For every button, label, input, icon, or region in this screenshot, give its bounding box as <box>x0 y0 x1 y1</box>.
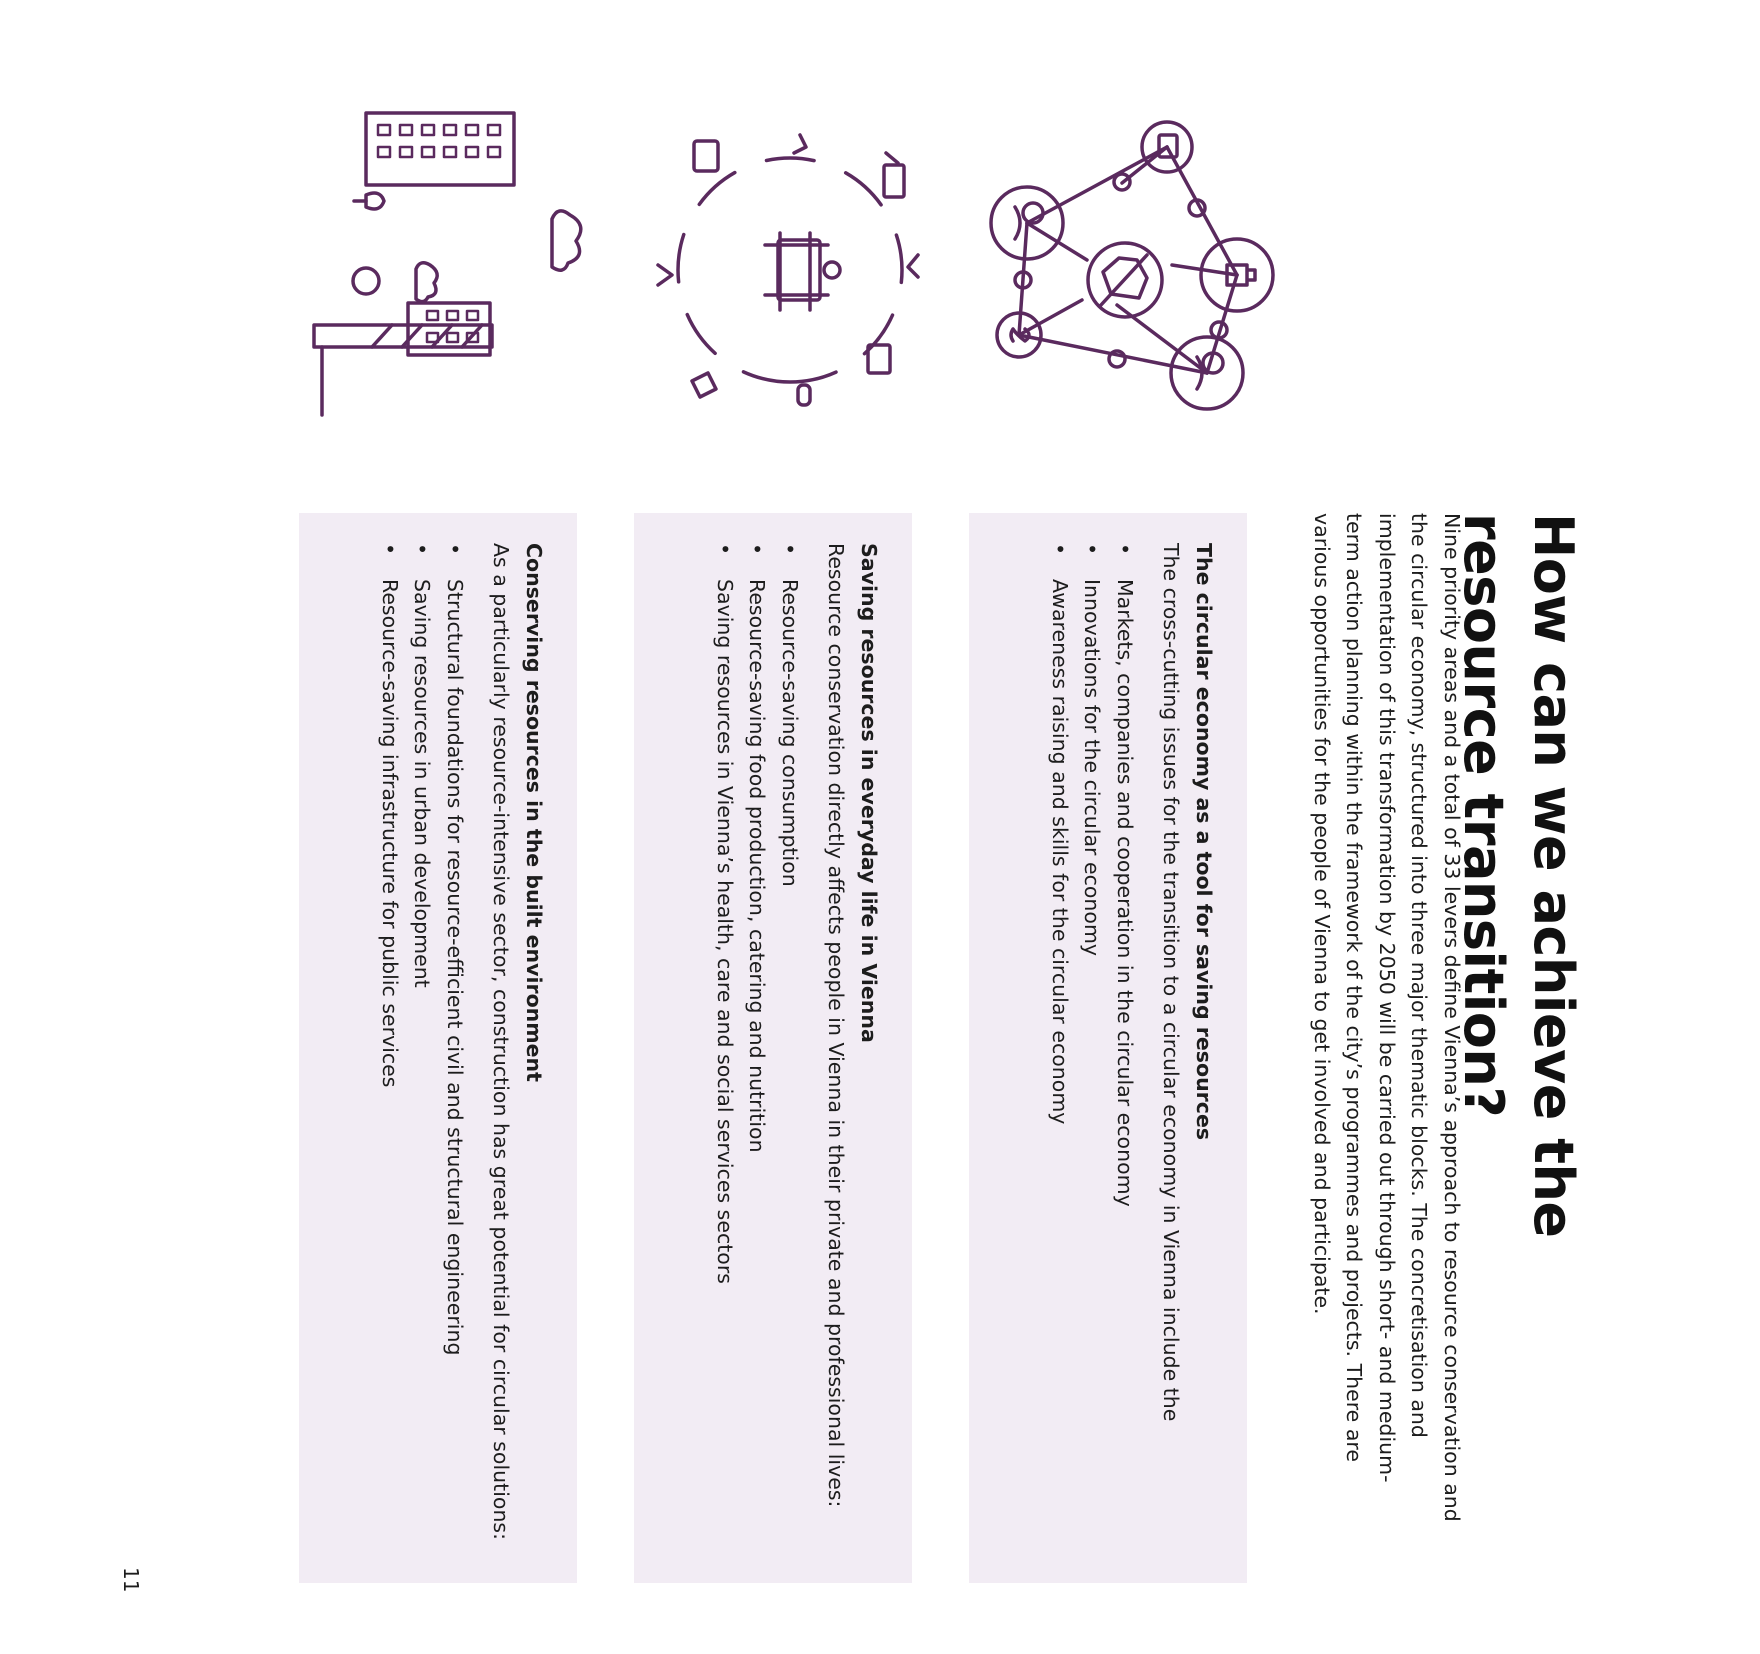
block-list <box>1044 543 1142 1553</box>
circular-cycle-icon <box>640 95 940 435</box>
block-circular-economy <box>969 513 1247 1583</box>
block-heading: Conserving resources in the built environment <box>522 543 546 1082</box>
block-heading: The circular economy as a tool for saving resources <box>1192 543 1216 1141</box>
block-heading: Saving resources in everyday life in Vienna <box>857 543 881 1043</box>
list-item: • Innovations for the circular economy <box>1076 543 1109 1553</box>
page-number: 11 <box>119 1567 143 1593</box>
block-text: The cross-cutting issues for the transition to a circular economy in Vienna include the <box>1159 543 1184 1422</box>
list-item: • Saving resources in urban development <box>406 543 439 1553</box>
block-text: As a particularly resource-intensive sector, construction has great potential for circular solutions: <box>489 543 514 1541</box>
list-item: • Resource-saving food production, catering and nutrition <box>741 543 774 1553</box>
list-item: • Structural foundations for resource-efficient civil and structural engineering <box>439 543 472 1553</box>
intro-paragraph: Nine priority areas and a total of 33 levers define Vienna’s approach to resource conservation and the circular economy, structured into three major thematic blocks. The concretisation and implementation of this transformation by 2050 will be carried out through short- and medium-term action planning within the framework of the city’s programmes and projects. There are various opportunities for the people of Vienna to get involved and participate. <box>1310 513 1464 1522</box>
block-built-environment <box>299 513 577 1583</box>
network-icon <box>977 95 1277 435</box>
list-item: • Awareness raising and skills for the circular economy <box>1044 543 1077 1553</box>
list-item: • Resource-saving consumption <box>774 543 807 1553</box>
list-item: • Markets, companies and cooperation in the circular economy <box>1109 543 1142 1553</box>
page-title: How can we achieve the resource transition? <box>1452 513 1585 1238</box>
list-item: • Resource-saving infrastructure for public services <box>374 543 407 1553</box>
block-list <box>374 543 472 1553</box>
block-everyday-life <box>634 513 912 1583</box>
city-construction-icon <box>302 95 602 435</box>
block-list <box>709 543 807 1553</box>
block-text: Resource conservation directly affects people in Vienna in their private and professional lives: <box>824 543 849 1508</box>
list-item: • Saving resources in Vienna’s health, care and social services sectors <box>709 543 742 1553</box>
